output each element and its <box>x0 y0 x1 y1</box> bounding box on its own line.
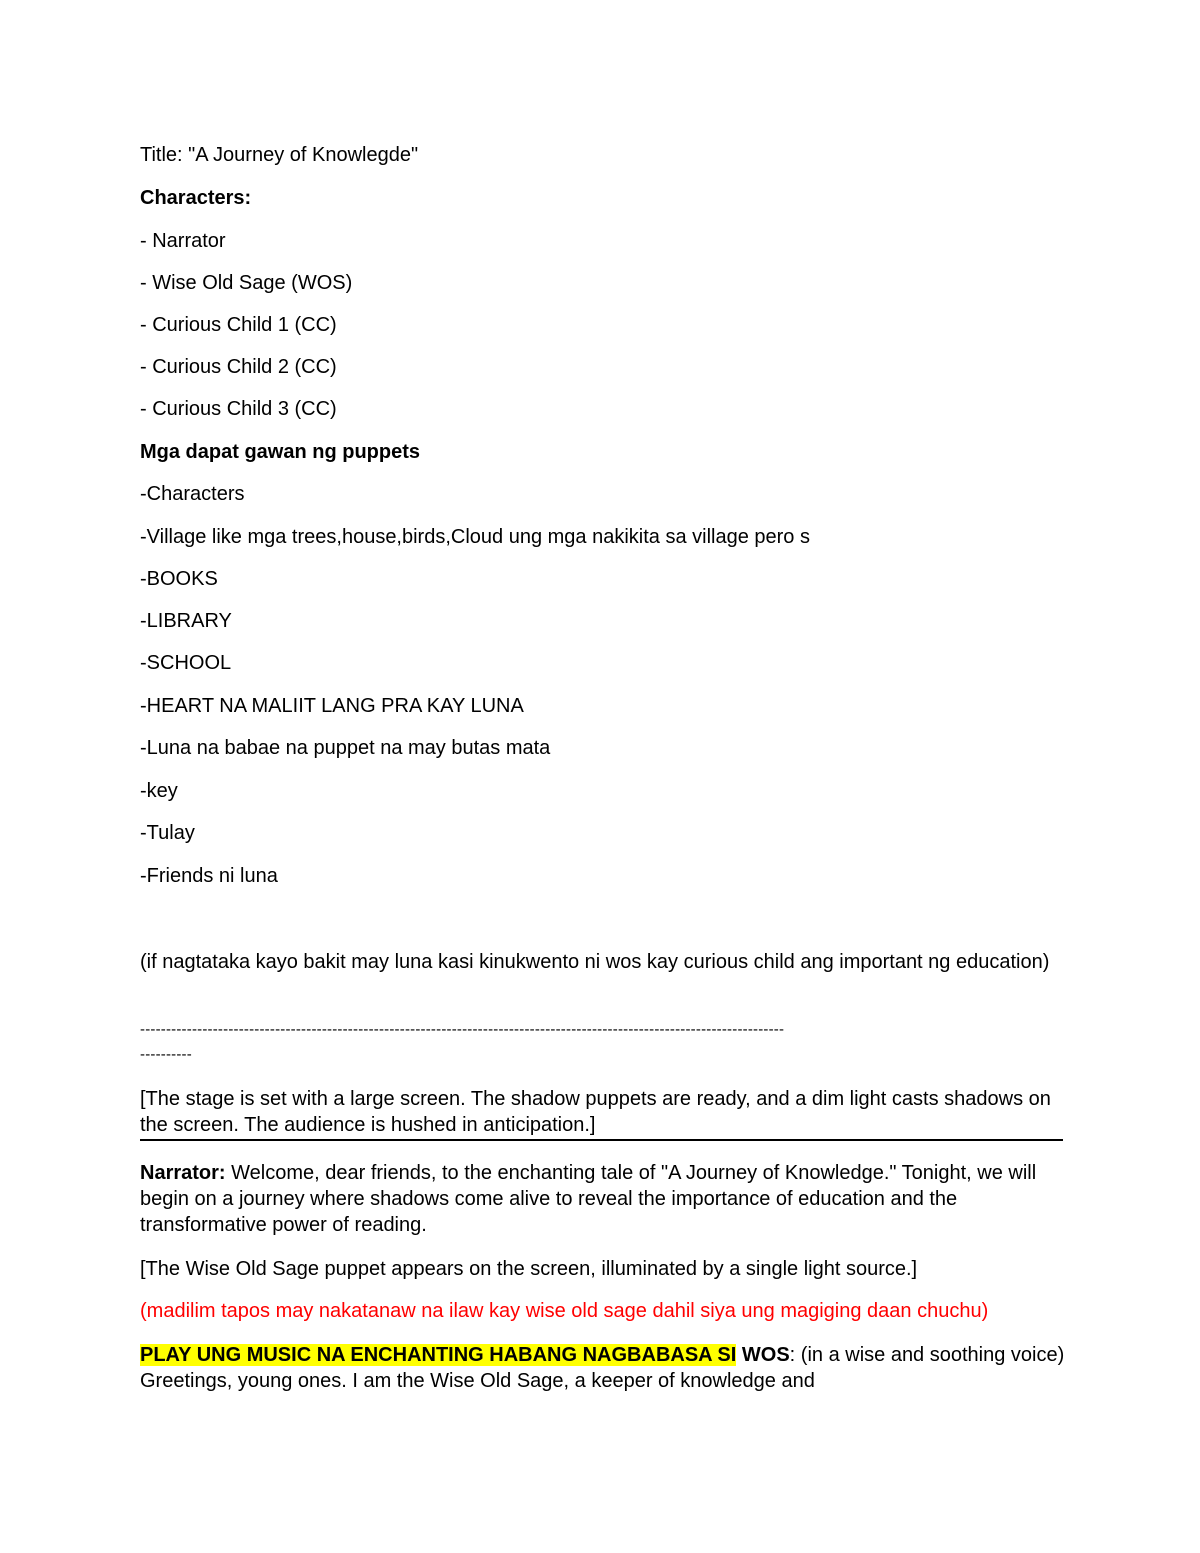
character-item: - Curious Child 1 (CC) <box>140 314 337 336</box>
puppet-item: -SCHOOL <box>140 652 232 674</box>
character-item: - Curious Child 2 (CC) <box>140 356 337 378</box>
dashed-separator: ---------------------------------------------------------------------------------------------------------------------------- <box>140 1021 785 1038</box>
puppets-heading: Mga dapat gawan ng puppets <box>140 441 421 463</box>
character-item: - Wise Old Sage (WOS) <box>140 272 353 294</box>
narrator-text: Welcome, dear friends, to the enchanting tale of "A Journey of Knowledge." Tonight, we will begin on a journey where shadows come alive to reveal the importance of education and the transformative power of reading. <box>140 1162 1037 1236</box>
wos-text: : (in a wise and soothing voice) Greetings, young ones. I am the Wise Old Sage, a keeper of knowledge and <box>140 1344 1065 1392</box>
title-line: Title: "A Journey of Knowlegde" <box>140 144 419 166</box>
puppet-item: -Tulay <box>140 822 195 844</box>
narrator-dialogue <box>140 1160 1065 1238</box>
education-note: (if nagtataka kayo bakit may luna kasi kinukwento ni wos kay curious child ang important ng education) <box>140 951 1050 973</box>
horizontal-rule <box>140 1139 1063 1141</box>
music-cue-highlight: PLAY UNG MUSIC NA ENCHANTING HABANG NAGBABASA SI <box>140 1344 737 1366</box>
puppet-item: -LIBRARY <box>140 610 232 632</box>
lighting-note: (madilim tapos may nakatanaw na ilaw kay wise old sage dahil siya ung magiging daan chuchu) <box>140 1300 989 1322</box>
puppet-item: -BOOKS <box>140 568 218 590</box>
puppet-item: -key <box>140 780 178 802</box>
puppet-item: -Village like mga trees,house,birds,Cloud ung mga nakikita sa village pero s <box>140 526 810 548</box>
dashed-separator-tail: ---------- <box>140 1046 192 1063</box>
narrator-label: Narrator: <box>140 1162 226 1184</box>
puppet-item: -HEART NA MALIIT LANG PRA KAY LUNA <box>140 695 524 717</box>
puppet-item: -Friends ni luna <box>140 865 278 887</box>
puppet-item: -Luna na babae na puppet na may butas mata <box>140 737 551 759</box>
stage-direction: [The stage is set with a large screen. The shadow puppets are ready, and a dim light casts shadows on the screen. The audience is hushed in anticipation.] <box>140 1088 1051 1136</box>
characters-heading: Characters: <box>140 187 252 209</box>
stage-direction: [The Wise Old Sage puppet appears on the screen, illuminated by a single light source.] <box>140 1258 918 1280</box>
wos-label: WOS <box>736 1344 790 1366</box>
character-item: - Curious Child 3 (CC) <box>140 398 337 420</box>
character-item: - Narrator <box>140 230 226 252</box>
wos-dialogue <box>140 1342 1065 1394</box>
puppet-item: -Characters <box>140 483 245 505</box>
